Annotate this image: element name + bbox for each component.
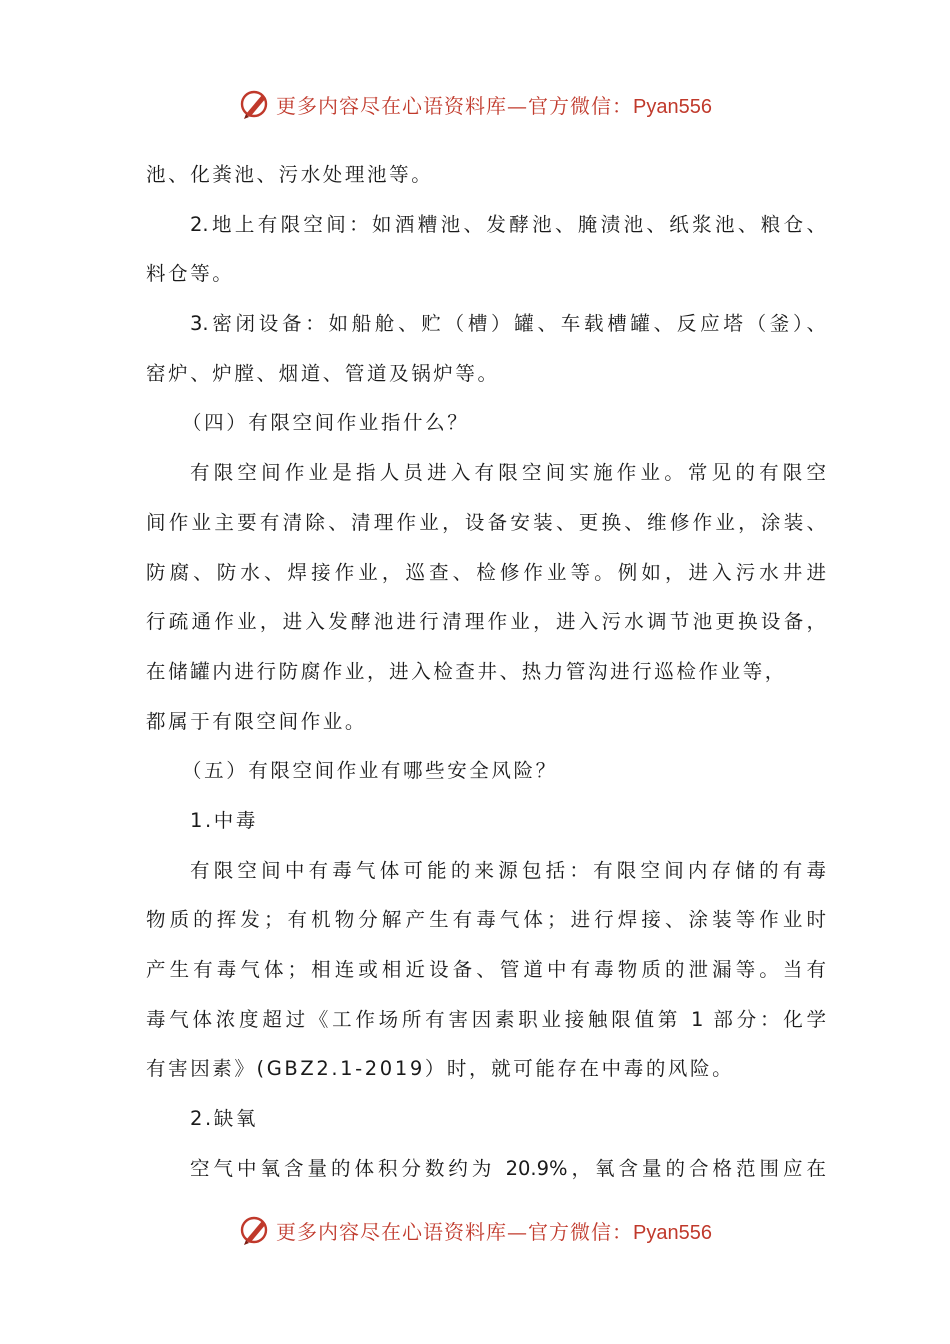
paragraph-line: 有害因素》(GBZ2.1-2019）时，就可能存在中毒的风险。 bbox=[146, 1057, 735, 1081]
paragraph-line: 窑炉、炉膛、烟道、管道及锅炉等。 bbox=[146, 361, 500, 385]
paragraph-line: 间作业主要有清除、清理作业，设备安装、更换、维修作业，涂装、 bbox=[146, 510, 826, 534]
paragraph-line: 防腐、防水、焊接作业，巡查、检修作业等。例如，进入污水井进 bbox=[146, 560, 826, 584]
section-heading: （四）有限空间作业指什么？ bbox=[182, 411, 470, 435]
pen-logo-icon bbox=[238, 1213, 272, 1247]
banner-text: 更多内容尽在心语资料库—官方微信：Pyan556 bbox=[276, 1219, 712, 1244]
header-banner bbox=[0, 84, 950, 124]
paragraph-line: 都属于有限空间作业。 bbox=[146, 709, 368, 733]
footer-banner bbox=[0, 1210, 950, 1250]
banner-text: 更多内容尽在心语资料库—官方微信：Pyan556 bbox=[276, 93, 712, 118]
banner-brand: Pyan556 bbox=[633, 1221, 712, 1244]
list-item: 3.密闭设备：如船舱、贮（槽）罐、车载槽罐、反应塔（釜）、 bbox=[190, 312, 826, 336]
paragraph-line: 料仓等。 bbox=[146, 262, 235, 286]
paragraph-line: 行疏通作业，进入发酵池进行清理作业，进入污水调节池更换设备， bbox=[146, 610, 826, 634]
paragraph-line: 空气中氧含量的体积分数约为 20.9%，氧含量的合格范围应在 bbox=[190, 1156, 826, 1180]
subsection-heading: 2.缺氧 bbox=[190, 1107, 259, 1131]
section-heading: （五）有限空间作业有哪些安全风险？ bbox=[182, 759, 558, 783]
banner-brand: Pyan556 bbox=[633, 95, 712, 118]
paragraph-line: 有限空间中有毒气体可能的来源包括：有限空间内存储的有毒 bbox=[190, 858, 826, 882]
list-item: 2.地上有限空间：如酒糟池、发酵池、腌渍池、纸浆池、粮仓、 bbox=[190, 212, 826, 236]
paragraph-line: 产生有毒气体；相连或相近设备、管道中有毒物质的泄漏等。当有 bbox=[146, 958, 826, 981]
pen-logo-icon bbox=[238, 87, 272, 121]
paragraph-line: 毒气体浓度超过《工作场所有害因素职业接触限值第 1 部分：化学 bbox=[146, 1007, 826, 1031]
paragraph-line: 物质的挥发；有机物分解产生有毒气体；进行焊接、涂装等作业时 bbox=[146, 908, 826, 932]
paragraph-line: 有限空间作业是指人员进入有限空间实施作业。常见的有限空 bbox=[190, 461, 826, 485]
document-body bbox=[146, 150, 826, 1193]
paragraph-line: 在储罐内进行防腐作业，进入检查井、热力管沟进行巡检作业等， bbox=[146, 659, 787, 683]
paragraph-line: 池、化粪池、污水处理池等。 bbox=[146, 163, 434, 186]
subsection-heading: 1.中毒 bbox=[190, 808, 259, 832]
